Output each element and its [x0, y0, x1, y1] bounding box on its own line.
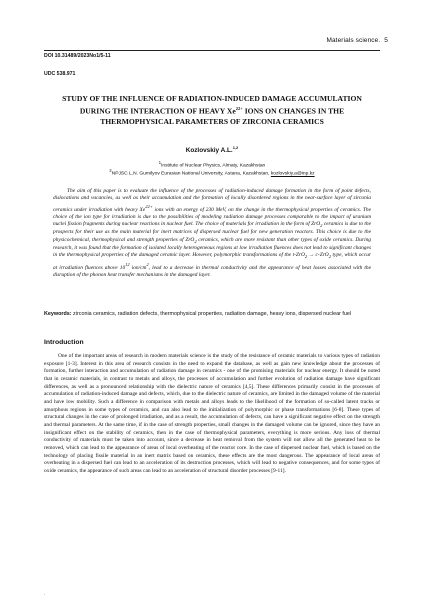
- abstract-text: , lead to a decrease in thermal conductivity and the appearance of heat losses associated with the disruption of the phonon heat transfer mechanisms in the damaged layer.: [53, 264, 371, 278]
- aff1-text: Institute of Nuclear Physics, Almaty, Kazakhstan: [160, 163, 266, 169]
- abstract-sup: 12: [125, 261, 130, 267]
- abstract-sub: 2: [304, 254, 308, 260]
- journal-name: Materials science.: [326, 37, 381, 44]
- abstract-sub: 2: [320, 223, 323, 229]
- abstract-text: ceramics is due to the prospects for their use as the main material for inert matrices of dispersed nuclear fuel for new generation reactors. This choice is due to the physicochemical, thermophysical and strength properties of ZrO: [53, 220, 371, 243]
- author-line: [0, 145, 424, 154]
- article-title: [50, 94, 374, 127]
- keywords-text: zirconia ceramics, radiation defects, thermophysical properties, radiation damage, heavy ions, dispersed nuclear fuel: [71, 311, 352, 317]
- running-header: [326, 37, 388, 44]
- abstract-sup: 22+: [145, 203, 153, 209]
- title-charge-sup: 22+: [235, 106, 243, 112]
- keywords: [44, 311, 380, 319]
- doi-line: DOI 10.31489/2023No1/5-11: [44, 53, 111, 59]
- aff2-text: NPJSC L.N. Gumilyov Eurasian National University, Astana, Kazakhstan,: [111, 171, 271, 177]
- aff1-sup: 1: [158, 160, 161, 165]
- section-heading: Introduction: [44, 339, 84, 346]
- keywords-label: Keywords:: [44, 311, 72, 317]
- aff2-sup: 2: [109, 168, 112, 173]
- footer-mark: .: [44, 591, 46, 596]
- abstract-sup: 2: [146, 261, 149, 267]
- abstract-text: type, which occur at irradiation fluences above 10: [53, 252, 371, 271]
- abstract-text: ion/cm: [129, 264, 147, 271]
- affiliation-2: [0, 168, 424, 177]
- udc-line: UDC 538.971: [44, 71, 76, 77]
- author-name: Kozlovskiy A.L.: [185, 147, 233, 155]
- header-rule: [44, 50, 380, 51]
- author-email-link[interactable]: kozlovskiy.a@inp.kz: [270, 171, 315, 177]
- author-affil-sup: 1,2: [232, 145, 239, 150]
- page-number: 5: [384, 37, 388, 44]
- abstract-text: ceramics, which are more resistant than other types of oxide ceramics. During research, it was found that the formation of isolated locally heterogeneous regions at low irradiation fluences does not lead to significant changes in the thermophysical properties of the damaged ceramic layer. However, polymorphic transformations of the t-ZrO: [53, 236, 371, 259]
- abstract-sub: 2: [328, 254, 331, 260]
- intro-paragraph: One of the important areas of research in modern materials science is the study of the resistance of ceramic materials to various types of radiation exposure [1-3]. Interest in this area of research consists in the need to expand the database, as well as gain new knowledge about the processes of formation, further interaction and accumulation of radiation damage in ceramics - one of the promising materials for nuclear energy. It should be noted that in ceramic materials, in contrast to metals and alloys, the processes of accumulation and further evolution of radiation damage have significant differences, as well as a pronounced relationship with the dielectric nature of ceramics [4,5]. These differences primarily consist in the processes of accumulation of radiation-induced damage and defects, which, due to the dielectric nature of ceramics, are limited in the damaged volume of the material and have low mobility. Such a difference in comparison with metals and alloys leads to the likelihood of the formation of so-called latent tracks or amorphous regions in some types of ceramics, and can also lead to the initialization of polymorphic or phase transformations [6-8]. These types of structural changes in the case of prolonged irradiation, and as a result, the accumulation of defects, can have a significant negative effect on the strength and thermal parameters. At the same time, if in the case of strength properties, small changes in the damaged volume can be ignored, since they have an insignificant effect on the stability of ceramics, then in the case of thermophysical parameters, everything is more serious. Any loss of thermal conductivity of materials must be taken into account, since a decrease in heat removal from the system will not allow all the generated heat to be removed, which can lead to the appearance of areas of local overheating of the reactor core. In the case of dispersed nuclear fuel, which is based on the technology of placing fissile material in an inert matrix based on ceramics, these effects are the most dangerous. The appearance of local areas of overheating in a dispersed fuel can lead to an acceleration of its destruction processes, which will lead to negative consequences, and for some types of oxide ceramics, the appearance of such areas can lead to an acceleration of structural disorder processes [9-11].: [44, 353, 380, 474]
- title-main: STUDY OF THE INFLUENCE OF RADIATION-INDUCED DAMAGE ACCUMULATION DURING THE INTERACTION OF HEAVY Xe: [62, 94, 362, 116]
- abstract-text: The aim of this paper is to evaluate the influence of the processes of radiation-induced damage formation in the form of point defects, dislocations and vacancies, as well as their accumulation and the formation of locally disordered regions in the near-surface layer of zirconia ceramics under irradiation with heavy Xe: [53, 188, 371, 213]
- title-rest: IONS ON CHANGES IN THE THERMOPHYSICAL PARAMETERS OF ZIRCONIA CERAMICS: [100, 106, 345, 126]
- abstract-sub: 2: [194, 238, 197, 244]
- abstract-text: → c-ZrO: [307, 252, 329, 259]
- abstract: [53, 188, 371, 279]
- abstract-text: ions with an energy of 230 MeV, on the change in the thermophysical properties of ceramics. The choice of the ion type for irradiation is due to the possibilities of modeling radiation damage processes comparable to the impact of uranium nuclei fission fragments during nuclear reactions in nuclear fuel. The choice of materials for irradiation in the form of ZrO: [53, 206, 371, 227]
